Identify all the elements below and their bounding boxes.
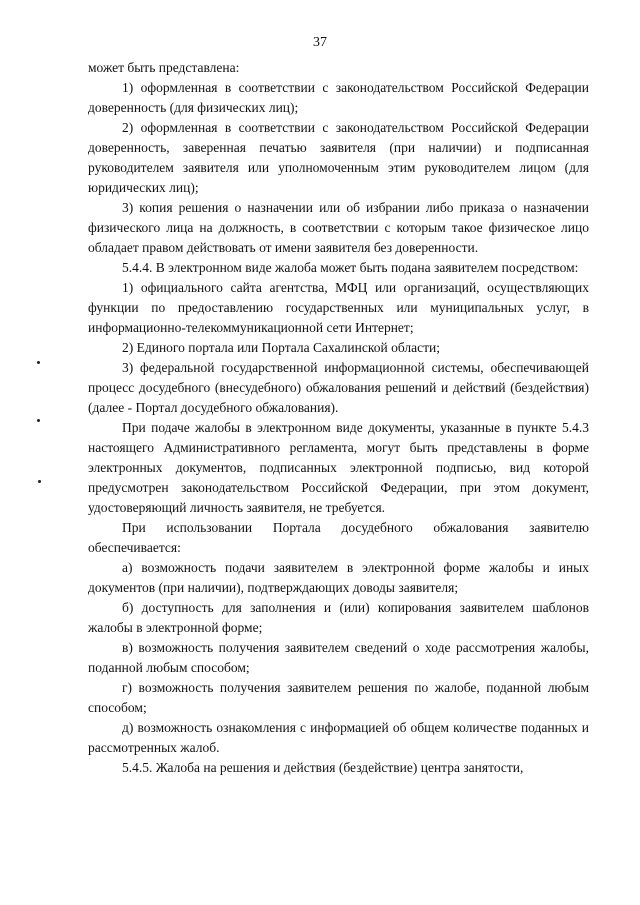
- paragraph-item-2-power-of-attorney-legal-entities: 2) оформленная в соответствии с законодательством Российской Федерации доверенность, заверенная печатью заявителя (при наличии) и подписанная руководителем заявителя или уполномоченным этим руководителем лицом (для юридических лиц);: [88, 120, 589, 195]
- paragraph-5-4-5: 5.4.5. Жалоба на решения и действия (бездействие) центра занятости,: [122, 760, 524, 775]
- paragraph-item-3-federal-system: 3) федеральной государственной информационной системы, обеспечивающей процесс досудебного (внесудебного) обжалования решений и действий (бездействия) (далее - Портал досудебного обжалования).: [88, 360, 589, 415]
- paragraph-item-g: г) возможность получения заявителем решения по жалобе, поданной любым способом;: [88, 680, 589, 715]
- paragraph-item-v: в) возможность получения заявителем сведений о ходе рассмотрения жалобы, поданной любым способом;: [88, 640, 589, 675]
- paragraph-electronic-submission: При подаче жалобы в электронном виде документы, указанные в пункте 5.4.3 настоящего Административного регламента, могут быть представлены в форме электронных документов, подписанных электронной подписью, вид которой предусмотрен законодательством Российской Федерации, при этом документ, удостоверяющий личность заявителя, не требуется.: [88, 420, 589, 515]
- paragraph-continuation: может быть представлена:: [88, 60, 240, 75]
- paragraph-portal-provides: При использовании Портала досудебного обжалования заявителю обеспечивается:: [88, 520, 589, 555]
- paragraph-item-2-unified-portal: 2) Единого портала или Портала Сахалинской области;: [122, 340, 440, 355]
- scan-speck: [38, 480, 41, 483]
- scan-speck: [37, 419, 40, 422]
- paragraph-item-a: а) возможность подачи заявителем в электронной форме жалобы и иных документов (при наличии), подтверждающих доводы заявителя;: [88, 560, 589, 595]
- paragraph-item-3-appointment-decision: 3) копия решения о назначении или об избрании либо приказа о назначении физического лица на должность, в соответствии с которым такое физическое лицо обладает правом действовать от имени заявителя без доверенности.: [88, 200, 589, 255]
- scan-speck: [37, 361, 40, 364]
- paragraph-item-1-official-site: 1) официального сайта агентства, МФЦ или организаций, осуществляющих функции по предоставлению государственных или муниципальных услуг, в информационно-телекоммуникационной сети Интернет;: [88, 280, 589, 335]
- paragraph-item-1-power-of-attorney-individuals: 1) оформленная в соответствии с законодательством Российской Федерации доверенность (для физических лиц);: [88, 80, 589, 115]
- page-number: 37: [313, 35, 327, 50]
- paragraph-item-d: д) возможность ознакомления с информацией об общем количестве поданных и рассмотренных жалоб.: [88, 720, 589, 755]
- paragraph-5-4-4: 5.4.4. В электронном виде жалоба может быть подана заявителем посредством:: [122, 260, 579, 275]
- document-body: [88, 58, 589, 778]
- paragraph-item-b: б) доступность для заполнения и (или) копирования заявителем шаблонов жалобы в электронной форме;: [88, 600, 589, 635]
